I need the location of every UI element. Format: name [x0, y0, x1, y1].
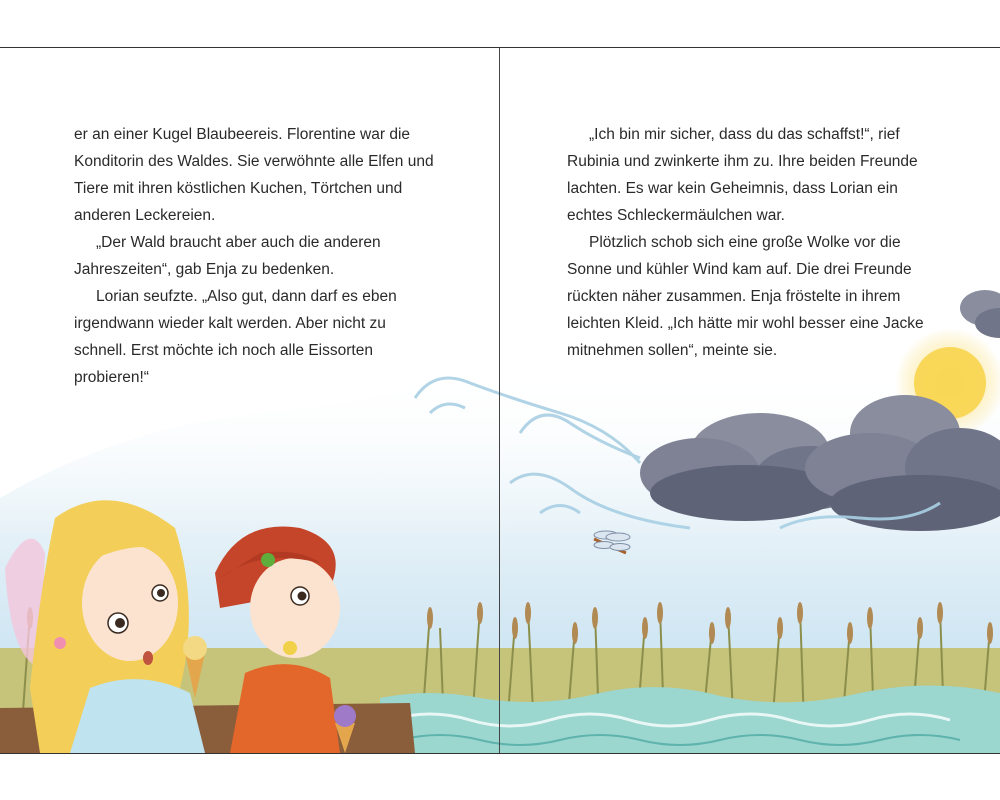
text-line: Tiere mit ihren köstlichen Kuchen, Törtchen und: [74, 180, 403, 197]
text-line: echtes Schleckermäulchen war.: [567, 207, 785, 224]
text-line: probieren!“: [74, 369, 149, 386]
page-gutter: [499, 48, 500, 753]
left-page-text: [74, 121, 434, 391]
text-line: Rubinia und zwinkerte ihm zu. Ihre beiden Freunde: [567, 153, 918, 170]
text-line: mitnehmen sollen“, meinte sie.: [567, 342, 778, 359]
text-line: Konditorin des Waldes. Sie verwöhnte alle Elfen und: [74, 153, 434, 170]
text-line: anderen Leckereien.: [74, 207, 216, 224]
text-line: „Ich bin mir sicher, dass du das schaffst!“, rief: [589, 126, 900, 143]
text-line: Lorian seufzte. „Also gut, dann darf es eben: [96, 288, 397, 305]
text-line: „Der Wald braucht aber auch die anderen: [96, 234, 381, 251]
text-line: lachten. Es war kein Geheimnis, dass Lorian ein: [567, 180, 898, 197]
text-line: leichten Kleid. „Ich hätte mir wohl besser eine Jacke: [567, 315, 924, 332]
text-line: er an einer Kugel Blaubeereis. Florentine war die: [74, 126, 411, 143]
right-page-text: [567, 121, 924, 364]
text-line: Sonne und kühler Wind kam auf. Die drei Freunde: [567, 261, 912, 278]
text-line: schnell. Erst möchte ich noch alle Eissorten: [74, 342, 373, 359]
book-spread: [0, 47, 1000, 754]
text-line: Jahreszeiten“, gab Enja zu bedenken.: [74, 261, 335, 278]
text-line: irgendwann wieder kalt werden. Aber nicht zu: [74, 315, 386, 332]
text-line: rückten näher zusammen. Enja fröstelte in ihrem: [567, 288, 901, 305]
text-line: Plötzlich schob sich eine große Wolke vor die: [589, 234, 901, 251]
